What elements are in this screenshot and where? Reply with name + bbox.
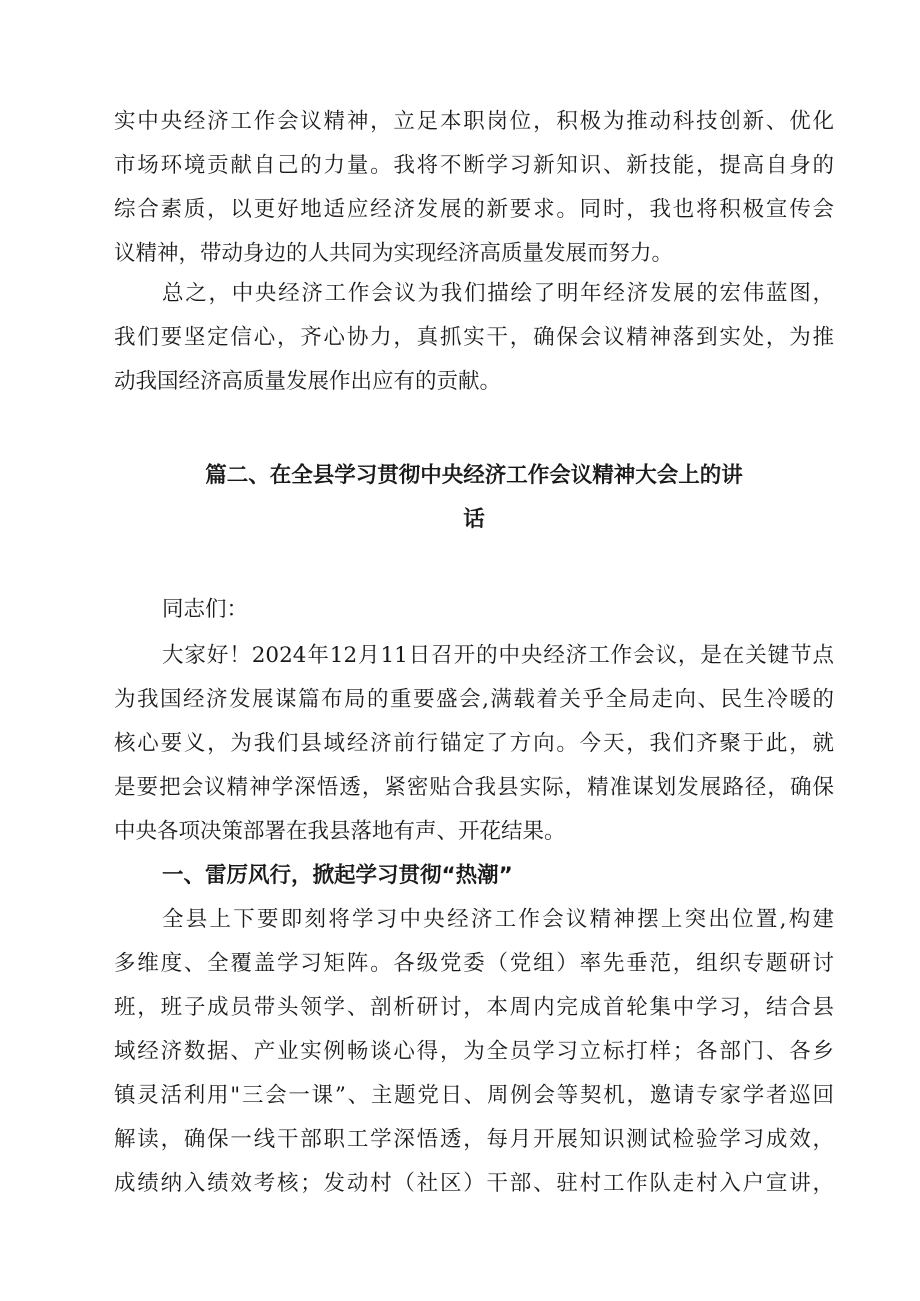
paragraph-line: 议精神，带动身边的人共同为实现经济高质量发展而努力。 — [114, 241, 674, 266]
paragraph-line: 全县上下要即刻将学习中央经济工作会议精神摆上突出位置,构建 — [162, 907, 834, 932]
paragraph-line: 多维度、全覆盖学习矩阵。各级党委（党组）率先垂范，组织专题研讨 — [114, 951, 834, 976]
paragraph-line: 中央各项决策部署在我县落地有声、开花结果。 — [114, 819, 566, 844]
paragraph-line: 市场环境贡献自己的力量。我将不断学习新知识、新技能，提高自身的 — [114, 153, 834, 178]
paragraph-line: 为我国经济发展谋篇布局的重要盛会,满载着关乎全局走向、民生冷暖的 — [114, 687, 834, 712]
paragraph-line: 镇灵活利用"三会一课”、主题党日、周例会等契机，邀请专家学者巡回 — [114, 1083, 834, 1108]
section-title: 篇二、在全县学习贯彻中央经济工作会议精神大会上的讲 — [205, 463, 743, 488]
paragraph-line: 总之，中央经济工作会议为我们描绘了明年经济发展的宏伟蓝图， — [162, 281, 834, 306]
paragraph-line: 班，班子成员带头领学、剖析研讨，本周内完成首轮集中学习，结合县 — [114, 995, 834, 1020]
paragraph-line: 大家好！2024年12月11日召开的中央经济工作会议，是在关键节点 — [162, 643, 834, 668]
paragraph-line: 成绩纳入绩效考核；发动村（社区）干部、驻村工作队走村入户宣讲， — [114, 1171, 834, 1196]
paragraph-line: 动我国经济高质量发展作出应有的贡献。 — [114, 369, 502, 394]
paragraph-line: 域经济数据、产业实例畅谈心得，为全员学习立标打样；各部门、各乡 — [114, 1039, 834, 1064]
paragraph-line: 解读，确保一线干部职工学深悟透，每月开展知识测试检验学习成效， — [114, 1127, 834, 1152]
paragraph-line: 是要把会议精神学深悟透，紧密贴合我县实际，精准谋划发展路径，确保 — [114, 775, 834, 800]
subheading: 一、雷厉风行，掀起学习贯彻“热潮” — [162, 863, 513, 888]
paragraph-line: 我们要坚定信心，齐心协力，真抓实干，确保会议精神落到实处，为推 — [114, 325, 834, 350]
paragraph-line: 综合素质，以更好地适应经济发展的新要求。同时，我也将积极宣传会 — [114, 197, 834, 222]
section-title: 话 — [463, 507, 485, 532]
salutation: 同志们： — [162, 597, 249, 622]
paragraph-line: 实中央经济工作会议精神，立足本职岗位，积极为推动科技创新、优化 — [114, 109, 834, 134]
paragraph-line: 核心要义，为我们县域经济前行锚定了方向。今天，我们齐聚于此，就 — [114, 731, 834, 756]
